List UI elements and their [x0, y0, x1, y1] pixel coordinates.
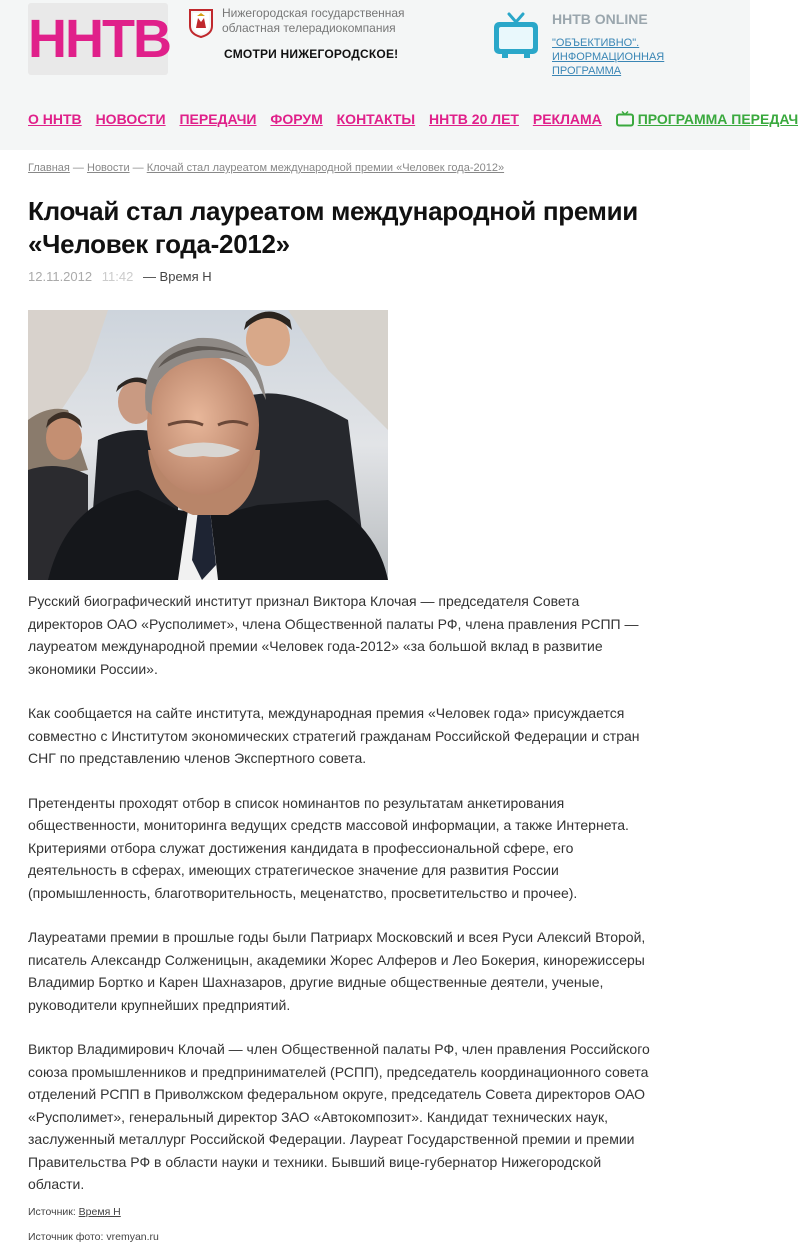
- article-date: 12.11.2012: [28, 269, 93, 284]
- slogan: СМОТРИ НИЖЕГОРОДСКОЕ!: [224, 47, 399, 61]
- article-meta: [28, 269, 212, 284]
- article-photo-illustration: [28, 310, 388, 580]
- nav-item-forum[interactable]: ФОРУМ: [270, 111, 323, 127]
- nav-item-news[interactable]: НОВОСТИ: [95, 111, 166, 127]
- online-link-line-3: ПРОГРАММА: [552, 65, 622, 77]
- nav-item-about[interactable]: О ННТВ: [28, 111, 82, 127]
- article-paragraph: Русский биографический институт признал Виктора Клочая — председателя Совета директоров ОАО «Русполимет», члена Общественной палаты РФ, члена правления РСПП — лауреатом международной премии «Человек года-2012» «за большой вклад в развитие экономики России».: [28, 593, 639, 677]
- source-link[interactable]: Время Н: [78, 1206, 121, 1218]
- article-body: [28, 590, 658, 1218]
- article-photo: [28, 310, 388, 580]
- article-paragraph: Претенденты проходят отбор в список номинантов по результатам анкетирования общественности, мониторинга ведущих средств массовой информации, а также Интернета. Критериями отбора служат достижения кандидата в профессиональной сфере, его деятельность в сферах, имеющих стратегическое значение для развития России (промышленность, благотворительность, меценатство, просветительство и прочее).: [28, 794, 629, 901]
- article-paragraph: Лауреатами премии в прошлые годы были Патриарх Московский и всея Руси Алексий Второй, писатель Александр Солженицын, академики Жорес Алферов и Лео Бокерия, кинорежиссеры Владимир Бортко и Карен Шахназаров, другие видные общественные деятели, ученые, руководители крупнейших предприятий.: [28, 929, 646, 1013]
- source-label: Источник:: [28, 1206, 79, 1218]
- online-program-link[interactable]: [552, 36, 702, 78]
- tv-icon[interactable]: [492, 12, 540, 60]
- breadcrumb-home[interactable]: Главная: [28, 162, 70, 174]
- article-title: Клочай стал лауреатом международной премии «Человек года-2012»: [28, 196, 638, 259]
- online-title[interactable]: ННТВ ONLINE: [552, 11, 648, 27]
- org-line-2: областная телерадиокомпания: [222, 21, 396, 35]
- nav-item-advertising[interactable]: РЕКЛАМА: [532, 111, 602, 127]
- main-nav: [28, 111, 798, 127]
- article-source: [28, 1206, 121, 1218]
- breadcrumb-current[interactable]: Клочай стал лауреатом международной премии «Человек года-2012»: [146, 162, 505, 174]
- tv-small-icon: [616, 111, 634, 126]
- organization-name: [222, 6, 422, 36]
- site-header: [0, 0, 798, 150]
- region-crest-icon: [188, 8, 214, 38]
- online-link-line-2: ИНФОРМАЦИОННАЯ: [552, 51, 665, 63]
- nav-item-shows[interactable]: ПЕРЕДАЧИ: [179, 111, 257, 127]
- photo-source-label: Источник фото:: [28, 1231, 107, 1243]
- breadcrumb-separator: —: [69, 162, 87, 174]
- online-link-line-1: "ОБЪЕКТИВНО".: [552, 37, 640, 49]
- article-time: 11:42: [101, 269, 134, 284]
- breadcrumb-separator: —: [129, 162, 147, 174]
- article-paragraph: Как сообщается на сайте института, международная премия «Человек года» присуждается совместно с Институтом экономических стратегий гражданам Российской Федерации и стран СНГ по представлению членов Экспертного совета.: [28, 705, 640, 766]
- nav-item-contacts[interactable]: КОНТАКТЫ: [336, 111, 416, 127]
- breadcrumb: [28, 162, 504, 174]
- nav-item-program[interactable]: ПРОГРАММА ПЕРЕДАЧ: [637, 111, 798, 127]
- photo-source: [28, 1231, 159, 1243]
- article-paragraph: Виктор Владимирович Клочай — член Общественной палаты РФ, член правления Российского союза промышленников и предпринимателей (РСПП), председатель координационного совета отделений РСПП в Приволжском федеральном округе, председатель Совета директоров ОАО «Русполимет», генеральный директор ЗАО «Автокомпозит». Кандидат технических наук, заслуженный металлург Российской Федерации. Лауреат Государственной премии и премии Правительства РФ в области науки и техники. Бывший вице-губернатор Нижегородской области.: [28, 1041, 650, 1192]
- logo-text: ННТВ: [28, 9, 170, 69]
- breadcrumb-news[interactable]: Новости: [87, 162, 130, 174]
- photo-source-value: vremyan.ru: [106, 1231, 159, 1243]
- nav-item-20-years[interactable]: ННТВ 20 ЛЕТ: [429, 111, 519, 127]
- org-line-1: Нижегородская государственная: [222, 6, 405, 20]
- site-logo[interactable]: [28, 3, 168, 75]
- article-source-inline: — Время Н: [142, 269, 212, 284]
